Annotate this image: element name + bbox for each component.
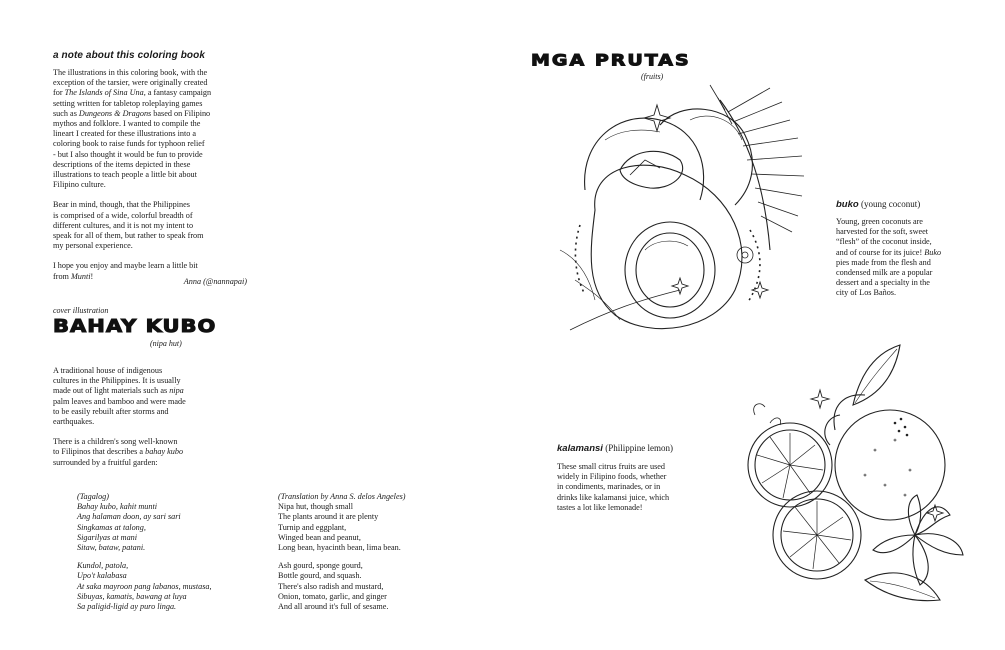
note-p1-emphasis: Dungeons & Dragons	[78, 108, 152, 118]
buko-text: and of course for its juice!	[836, 247, 925, 257]
note-p1-line	[53, 99, 253, 109]
note-p1-line	[53, 119, 253, 129]
cover-p1-text: made out of light materials such as	[53, 386, 170, 396]
stanza-gap	[77, 553, 212, 561]
cover-p1-line	[53, 386, 253, 396]
english-lyric-line: Nipa hut, though small	[278, 502, 354, 512]
english-lyric-line: And all around it's full of sesame.	[278, 602, 389, 612]
note-p1-text: Filipino culture.	[53, 180, 106, 190]
kalamansi-line: widely in Filipino foods, whether	[557, 472, 667, 482]
note-p1-text: descriptions of the items depicted in these	[53, 159, 191, 169]
note-p1-text: for	[53, 88, 65, 98]
cover-p1-line	[53, 366, 253, 376]
cover-p1-line	[53, 407, 253, 417]
buko-text: condensed milk are a popular	[836, 268, 933, 278]
note-p1-emphasis: The Islands of Sina Una	[64, 88, 144, 98]
cover-p1-line	[53, 417, 253, 427]
kalamansi-line: in condiments, marinades, or in	[557, 482, 661, 492]
tagalog-lyric-line: Ang halaman doon, ay sari sari	[77, 512, 181, 522]
note-body	[53, 68, 253, 292]
note-p1-line	[53, 129, 253, 139]
cover-subtitle: (nipa hut)	[150, 339, 182, 348]
buko-line	[836, 288, 986, 298]
note-p1-line	[53, 160, 253, 170]
tagalog-lyric-line: (Tagalog)	[77, 492, 109, 501]
note-p1-text: such as	[53, 108, 79, 118]
note-p3-line2-post: !	[90, 271, 94, 281]
note-p1-text: lineart I created for these illustrations into a	[53, 129, 197, 139]
english-lyric-line: Onion, tomato, garlic, and ginger	[278, 591, 387, 601]
note-p1-line	[53, 139, 253, 149]
tagalog-lyric-line: Sibuyas, kamatis, bawang at luya	[77, 591, 187, 601]
buko-text: “flesh” of the coconut inside,	[836, 237, 932, 247]
buko-line	[836, 248, 986, 258]
buko-line	[836, 217, 986, 227]
tagalog-lyric-line: Upo't kalabasa	[77, 571, 127, 581]
buko-line	[836, 268, 986, 278]
buko-line	[836, 278, 986, 288]
note-p1-text: mythos and folklore. I wanted to compile the	[53, 119, 201, 129]
kalamansi-line: These small citrus fruits are used	[557, 462, 665, 471]
cover-p2-text: There is a children's song well-known	[53, 437, 178, 447]
cover-p1-text: palm leaves and bamboo and were made	[53, 396, 186, 406]
tagalog-lyric-line: Sa paligid-ligid ay puro linga.	[77, 602, 177, 612]
cover-p1-line	[53, 397, 253, 407]
english-lyric-line: (Translation by Anna S. delos Angeles)	[278, 492, 406, 501]
english-lyric-line: Turnip and eggplant,	[278, 522, 347, 532]
cover-body	[53, 366, 253, 478]
buko-name: buko	[836, 199, 859, 210]
kalamansi-gloss: (Philippine lemon)	[605, 443, 673, 453]
fruits-title: MGA PRUTAS	[531, 51, 691, 70]
note-p1-line	[53, 180, 253, 190]
signature: Anna (@nannapai)	[183, 277, 247, 286]
note-p1-line	[53, 150, 253, 160]
buko-text: harvested for the soft, sweet	[836, 227, 929, 237]
buko-text: Young, green coconuts are	[836, 217, 923, 226]
buko-label	[836, 199, 920, 210]
cover-p1-text: cultures in the Philippines. It is usually	[53, 376, 181, 386]
note-p1-line	[53, 78, 253, 88]
note-p1-text: The illustrations in this coloring book, with the	[53, 68, 208, 77]
tagalog-lyrics	[77, 492, 212, 612]
buko-line	[836, 258, 986, 268]
cover-p2-text: surrounded by a fruitful garden:	[53, 457, 158, 467]
kalamansi-description	[557, 462, 717, 513]
kalamansi-line: tastes a lot like lemonade!	[557, 502, 643, 512]
note-p2-line: is comprised of a wide, colorful breadth of	[53, 210, 193, 220]
english-lyric-line: Bottle gourd, and squash.	[278, 571, 362, 581]
cover-p1-text: A traditional house of indigenous	[53, 366, 163, 375]
note-p2-line: speak for all of them, but rather to speak from	[53, 231, 204, 241]
note-p1-text: coloring book to raise funds for typhoon relief	[53, 139, 205, 149]
buko-description	[836, 217, 986, 299]
note-p3-line1: I hope you enjoy and maybe learn a little bit	[53, 261, 198, 271]
note-p1-line	[53, 88, 253, 98]
note-p1-text: , a fantasy campaign	[143, 88, 212, 98]
buko-line	[836, 237, 986, 247]
note-p2-line: my personal experience.	[53, 241, 133, 251]
buko-emphasis: Buko	[924, 247, 942, 257]
tagalog-lyric-line: Kundol, patola,	[77, 561, 129, 571]
english-lyric-line: The plants around it are plenty	[278, 512, 379, 522]
buko-text: pies made from the flesh and	[836, 257, 931, 267]
note-p1-text: exception of the tarsier, were originally created	[53, 78, 208, 88]
buko-text: dessert and a specialty in the	[836, 278, 930, 288]
note-p1-text: setting written for tabletop roleplaying games	[53, 98, 203, 108]
english-lyric-line: Winged bean and peanut,	[278, 532, 361, 542]
cover-p1-text: to be easily rebuilt after storms and	[53, 406, 169, 416]
cover-p2-line	[53, 437, 253, 447]
tagalog-lyric-line: At saka mayroon pang labanos, mustasa,	[77, 581, 212, 591]
cover-p2-text: to Filipinos that describes a	[53, 447, 146, 457]
fruits-subtitle: (fruits)	[641, 72, 664, 81]
tagalog-lyric-line: Singkamas at talong,	[77, 522, 146, 532]
kalamansi-line: drinks like kalamansi juice, which	[557, 492, 670, 502]
kalamansi-name: kalamansi	[557, 443, 603, 454]
buko-gloss: (young coconut)	[860, 199, 921, 209]
cover-p1-line	[53, 376, 253, 386]
cover-title: BAHAY KUBO	[53, 316, 217, 337]
note-p3-munti: Munti	[70, 271, 91, 281]
english-lyric-line: Long bean, hyacinth bean, lima bean.	[278, 543, 401, 553]
note-p3-line2-pre: from	[53, 271, 71, 281]
note-p2-line: Bear in mind, though, that the Philippines	[53, 200, 190, 210]
tagalog-lyric-line: Sigarilyas at mani	[77, 532, 138, 542]
note-p1-line	[53, 109, 253, 119]
english-lyrics	[278, 492, 406, 612]
kalamansi-label	[557, 443, 673, 454]
note-p1-text: based on Filipino	[151, 108, 211, 118]
coconut-illustration	[550, 80, 820, 360]
tagalog-lyric-line: Sitaw, bataw, patani.	[77, 543, 146, 553]
cover-p2-line	[53, 447, 253, 457]
cover-paragraph-1	[53, 366, 253, 427]
cover-paragraph-2	[53, 437, 253, 468]
cover-p1-text: earthquakes.	[53, 417, 95, 427]
note-p1-text: illustrations to teach people a little bit about	[53, 170, 197, 180]
english-lyric-line: There's also radish and mustard,	[278, 581, 384, 591]
note-paragraph-1	[53, 68, 253, 190]
note-heading: a note about this coloring book	[53, 50, 205, 61]
stanza-gap	[278, 553, 406, 561]
buko-line	[836, 227, 986, 237]
cover-p1-emphasis: nipa	[169, 386, 184, 396]
english-lyric-line: Ash gourd, sponge gourd,	[278, 561, 363, 571]
cover-label: cover illustration	[53, 306, 109, 315]
cover-p2-emphasis: bahay kubo	[145, 447, 184, 457]
note-p2-line: different cultures, and it is not my intent to	[53, 220, 194, 230]
buko-text: city of Los Baños.	[836, 288, 897, 298]
note-p1-text: - but I also thought it would be fun to provide	[53, 149, 203, 159]
note-p1-line	[53, 68, 253, 78]
cover-p2-line	[53, 458, 253, 468]
note-paragraph-2	[53, 200, 253, 251]
tagalog-lyric-line: Bahay kubo, kahit munti	[77, 502, 158, 512]
note-p1-line	[53, 170, 253, 180]
kalamansi-illustration	[735, 335, 985, 615]
